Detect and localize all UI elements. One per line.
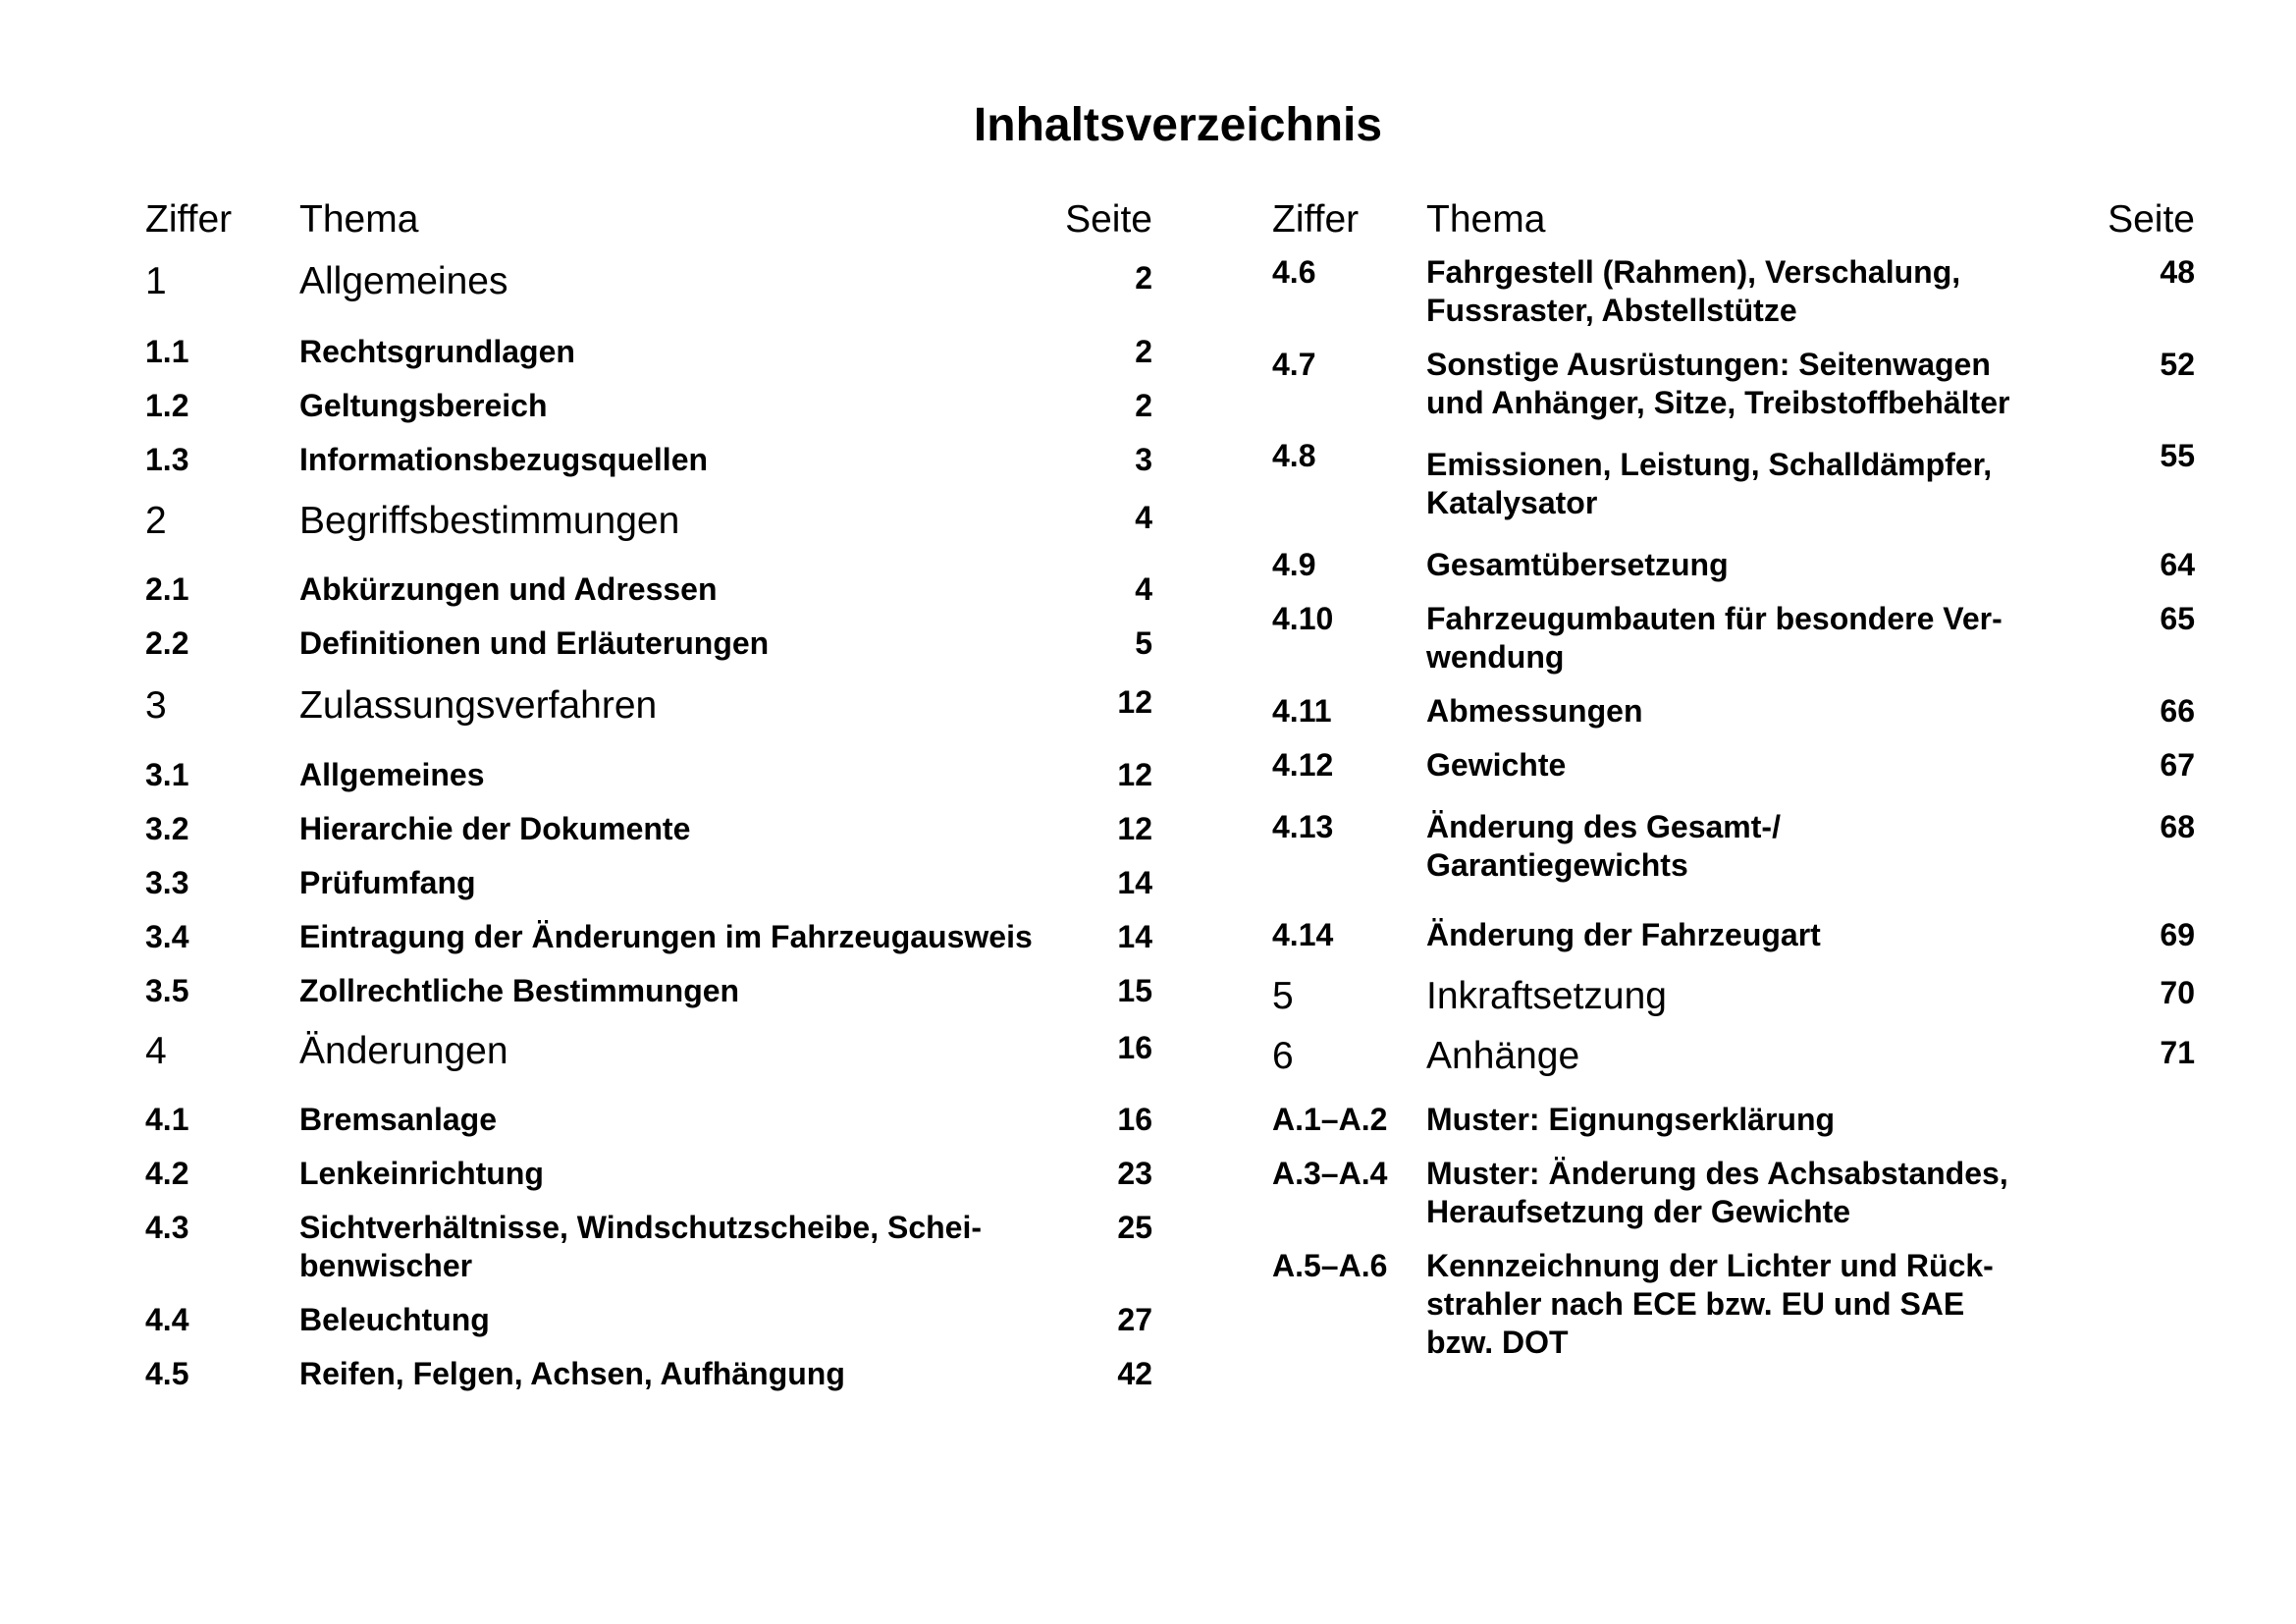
toc-entry-number: 4.7 — [1272, 347, 1316, 382]
toc-entry-number: 4.10 — [1272, 601, 1334, 636]
toc-entry-number: 3.2 — [145, 811, 189, 846]
header-ziffer: Ziffer — [1272, 198, 1360, 241]
toc-entry-number: 2.1 — [145, 571, 189, 607]
toc-entry-number: 4.6 — [1272, 254, 1316, 290]
toc-entry-page: 15 — [1117, 973, 1152, 1008]
toc-entry-page: 2 — [1135, 260, 1152, 296]
header-seite: Seite — [2108, 198, 2195, 241]
toc-entry-number: 2.2 — [145, 625, 189, 661]
toc-entry-topic: Muster: Eignungserklärung — [1426, 1102, 1836, 1137]
toc-entry-page: 16 — [1117, 1102, 1152, 1137]
toc-entry-page: 69 — [2160, 917, 2195, 952]
toc-entry-topic: Begriffsbestimmungen — [299, 500, 680, 542]
toc-entry-topic: Hierarchie der Dokumente — [299, 811, 691, 846]
toc-entry-page: 14 — [1117, 919, 1152, 954]
toc-entry-number: 4.12 — [1272, 747, 1334, 783]
toc-entry-topic: Abkürzungen und Adressen — [299, 571, 718, 607]
page-title: Inhaltsverzeichnis — [973, 99, 1383, 151]
toc-header — [145, 192, 1207, 247]
toc-entry-topic: Fahrgestell (Rahmen), Verschalung, Fussraster, Abstellstütze — [1426, 254, 1961, 328]
toc-entry-page: 68 — [2160, 809, 2195, 844]
toc-entry-page: 67 — [2160, 747, 2195, 783]
toc-entry-number: 4.3 — [145, 1210, 189, 1245]
toc-entry-page: 23 — [1117, 1156, 1152, 1191]
toc-entry-number: 4.8 — [1272, 438, 1316, 473]
header-thema: Thema — [299, 198, 419, 241]
toc-entry-number: 4.4 — [145, 1302, 189, 1337]
toc-entry-topic: Rechtsgrundlagen — [299, 334, 575, 369]
toc-entry-page: 65 — [2160, 601, 2195, 636]
toc-entry-page: 25 — [1117, 1210, 1152, 1245]
toc-entry-number: 3 — [145, 684, 167, 727]
toc-entry-page: 71 — [2160, 1035, 2195, 1070]
toc-entry-topic: Anhänge — [1426, 1035, 1580, 1077]
toc-entry-number: 4.2 — [145, 1156, 189, 1191]
header-thema: Thema — [1426, 198, 1546, 241]
toc-entry-topic: Abmessungen — [1426, 693, 1643, 729]
toc-entry-page: 3 — [1135, 442, 1152, 477]
toc-entry-topic: Allgemeines — [299, 757, 485, 792]
toc-entry-topic: Muster: Änderung des Achsabstandes, Heraufsetzung der Gewichte — [1426, 1156, 2008, 1229]
toc-entry-page: 48 — [2160, 254, 2195, 290]
toc-entry-number: 4.9 — [1272, 547, 1316, 582]
toc-entry-number: 1 — [145, 260, 167, 302]
header-seite: Seite — [1065, 198, 1152, 241]
toc-entry-topic: Gewichte — [1426, 747, 1567, 783]
toc-entry-number: 4.11 — [1272, 693, 1332, 729]
toc-entry-topic: Zollrechtliche Bestimmungen — [299, 973, 740, 1008]
toc-entry-number: A.5–A.6 — [1272, 1248, 1388, 1283]
toc-entry-topic: Kennzeichnung der Lichter und Rück- strahler nach ECE bzw. EU und SAE bzw. DOT — [1426, 1248, 1994, 1360]
toc-entry-number: 4.14 — [1272, 917, 1334, 952]
toc-entry-topic: Sonstige Ausrüstungen: Seitenwagen und Anhänger, Sitze, Treibstoffbehälter — [1426, 347, 2010, 420]
toc-header — [1272, 192, 2195, 247]
toc-entry-topic: Lenkeinrichtung — [299, 1156, 544, 1191]
toc-entry-number: A.3–A.4 — [1272, 1156, 1388, 1191]
header-ziffer: Ziffer — [145, 198, 233, 241]
toc-entry-topic: Änderung des Gesamt-/ Garantiegewichts — [1426, 809, 1781, 883]
toc-entry-page: 2 — [1135, 388, 1152, 423]
toc-entry-topic: Eintragung der Änderungen im Fahrzeugausweis — [299, 919, 1033, 954]
toc-column-left — [145, 192, 1207, 1391]
toc-entry-number: 4 — [145, 1030, 167, 1072]
toc-entry-topic: Beleuchtung — [299, 1302, 490, 1337]
toc-entry-page: 12 — [1117, 811, 1152, 846]
toc-entry-topic: Allgemeines — [299, 260, 508, 302]
toc-entry-topic: Gesamtübersetzung — [1426, 547, 1729, 582]
toc-entry-page: 27 — [1117, 1302, 1152, 1337]
toc-entry-number: 6 — [1272, 1035, 1294, 1077]
toc-entry-number: 5 — [1272, 975, 1294, 1017]
toc-entry-topic: Reifen, Felgen, Achsen, Aufhängung — [299, 1356, 845, 1391]
toc-entry-number: 3.4 — [145, 919, 189, 954]
toc-entry-page: 5 — [1135, 625, 1152, 661]
toc-entry-number: 4.13 — [1272, 809, 1334, 844]
toc-entry-topic: Emissionen, Leistung, Schalldämpfer, Katalysator — [1426, 447, 1993, 520]
toc-entry-topic: Bremsanlage — [299, 1102, 497, 1137]
toc-entry-number: A.1–A.2 — [1272, 1102, 1388, 1137]
toc-entry-topic: Definitionen und Erläuterungen — [299, 625, 770, 661]
toc-entry-topic: Prüfumfang — [299, 865, 476, 900]
toc-entry-page: 12 — [1117, 757, 1152, 792]
toc-entry-topic: Änderungen — [299, 1030, 508, 1072]
toc-column-right — [1272, 192, 2195, 1360]
toc-entry-topic: Fahrzeugumbauten für besondere Ver- wendung — [1426, 601, 2002, 675]
toc-entry-number: 1.3 — [145, 442, 189, 477]
toc-entry-number: 4.5 — [145, 1356, 189, 1391]
toc-entry-page: 64 — [2160, 547, 2195, 582]
toc-entry-number: 4.1 — [145, 1102, 189, 1137]
toc-entry-page: 4 — [1135, 500, 1152, 535]
toc-entry-page: 12 — [1117, 684, 1152, 720]
toc-entry-number: 1.1 — [145, 334, 189, 369]
toc-entry-page: 4 — [1135, 571, 1152, 607]
toc-entry-number: 1.2 — [145, 388, 189, 423]
toc-entry-topic: Änderung der Fahrzeugart — [1426, 917, 1821, 952]
toc-entry-page: 14 — [1117, 865, 1152, 900]
toc-entry-number: 2 — [145, 500, 167, 542]
toc-entry-number: 3.5 — [145, 973, 189, 1008]
toc-entry-topic: Zulassungsverfahren — [299, 684, 658, 727]
toc-entry-topic: Informationsbezugsquellen — [299, 442, 709, 477]
toc-entry-page: 52 — [2160, 347, 2195, 382]
toc-entry-topic: Geltungsbereich — [299, 388, 548, 423]
toc-entry-page: 70 — [2160, 975, 2195, 1010]
toc-entry-page: 42 — [1117, 1356, 1152, 1391]
toc-entry-page: 2 — [1135, 334, 1152, 369]
toc-entry-page: 55 — [2160, 438, 2195, 473]
toc-entry-topic: Sichtverhältnisse, Windschutzscheibe, Schei- benwischer — [299, 1210, 983, 1283]
toc-entry-number: 3.1 — [145, 757, 189, 792]
toc-entry-number: 3.3 — [145, 865, 189, 900]
toc-entry-page: 16 — [1117, 1030, 1152, 1065]
toc-entry-page: 66 — [2160, 693, 2195, 729]
toc-entry-topic: Inkraftsetzung — [1426, 975, 1667, 1017]
